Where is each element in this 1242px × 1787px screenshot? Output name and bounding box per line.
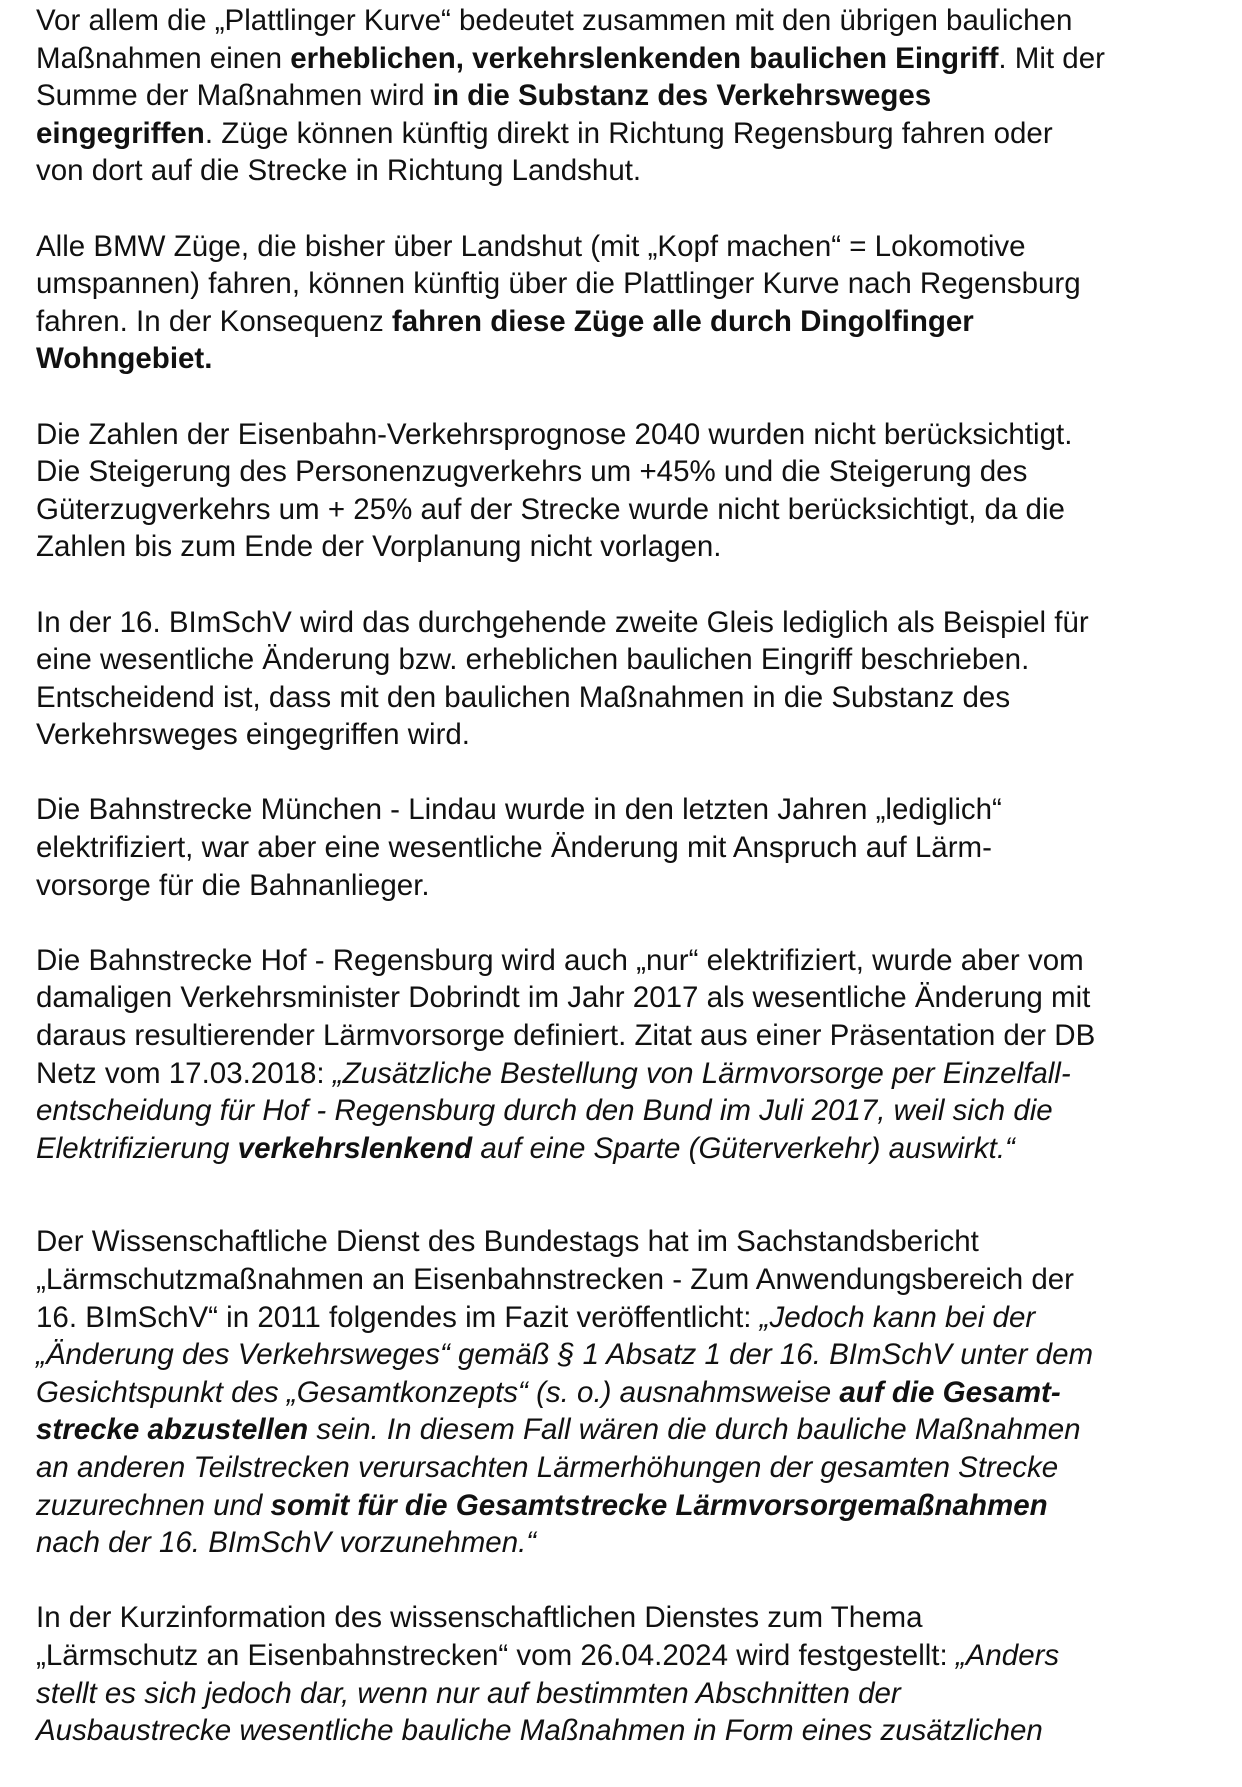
text-line	[36, 1130, 1226, 1168]
emphasis-text: somit für die Gesamtstrecke Lärmvorsorgemaßnahmen	[270, 1488, 1048, 1522]
quote-text: entscheidung für Hof - Regensburg durch den Bund im Juli 2017, weil sich die	[36, 1094, 1053, 1128]
text-line	[36, 1487, 1226, 1525]
body-text: damaligen Verkehrsminister Dobrindt im Jahr 2017 als wesentliche Änderung mit	[36, 981, 1091, 1015]
text-line	[36, 228, 1226, 266]
text-line	[36, 604, 1226, 642]
emphasis-text: strecke abzustellen	[36, 1413, 309, 1447]
text-line	[36, 791, 1226, 829]
emphasis-text: auf die Gesamt-	[839, 1375, 1061, 1409]
text-line	[36, 1017, 1226, 1055]
body-text: Die Bahnstrecke Hof - Regensburg wird auch „nur“ elektrifiziert, wurde aber vom	[36, 943, 1084, 977]
body-text: eine wesentliche Änderung bzw. erheblichen baulichen Eingriff beschrieben.	[36, 643, 1030, 677]
body-text: 16. BImSchV“ in 2011 folgendes im Fazit veröffentlicht:	[36, 1300, 760, 1334]
body-text: . Mit der	[998, 41, 1105, 75]
body-text: Die Bahnstrecke München - Lindau wurde in den letzten Jahren „lediglich“	[36, 793, 1002, 827]
body-text: Summe der Maßnahmen wird	[36, 79, 433, 113]
text-line	[36, 942, 1226, 980]
quote-text: nach der 16. BImSchV vorzunehmen.“	[36, 1526, 537, 1560]
body-text: von dort auf die Strecke in Richtung Landshut.	[36, 154, 642, 188]
body-text: „Lärmschutzmaßnahmen an Eisenbahnstrecken - Zum Anwendungsbereich der	[36, 1263, 1074, 1296]
text-line	[36, 1712, 1226, 1750]
body-text: fahren. In der Konsequenz	[36, 304, 392, 338]
paragraph	[36, 416, 1226, 566]
body-text: Netz vom 17.03.2018:	[36, 1056, 333, 1090]
document-page	[36, 2, 1226, 1787]
body-text: Entscheidend ist, dass mit den baulichen Maßnahmen in die Substanz des	[36, 680, 1011, 714]
text-line	[36, 1092, 1226, 1130]
text-line	[36, 115, 1226, 153]
paragraph	[36, 1223, 1226, 1561]
quote-text: „Anders	[955, 1638, 1060, 1672]
text-line	[36, 453, 1226, 491]
text-line	[36, 40, 1226, 78]
text-line	[36, 416, 1226, 454]
body-text: Die Steigerung des Personenzugverkehrs um +45% und die Steigerung des	[36, 455, 1028, 489]
paragraph	[36, 228, 1226, 378]
emphasis-text: eingegriffen	[36, 116, 205, 150]
text-line	[36, 1223, 1226, 1261]
text-line	[36, 265, 1226, 303]
body-text: In der Kurzinformation des wissenschaftlichen Dienstes zum Thema	[36, 1601, 923, 1635]
text-line	[36, 528, 1226, 566]
text-line	[36, 1524, 1226, 1562]
emphasis-text: in die Substanz des Verkehrsweges	[432, 79, 932, 113]
body-text: Vor allem die „Plattlinger Kurve“ bedeutet zusammen mit den übrigen baulichen	[36, 4, 1073, 37]
paragraph	[36, 942, 1226, 1168]
quote-text: „Änderung des Verkehrsweges“ gemäß § 1 Absatz 1 der 16. BImSchV unter dem	[36, 1338, 1094, 1372]
paragraph	[36, 604, 1226, 754]
body-text: „Lärmschutz an Eisenbahnstrecken“ vom 26.04.2024 wird festgestellt:	[36, 1638, 956, 1672]
emphasis-text: Wohngebiet.	[36, 342, 213, 376]
text-line	[36, 1055, 1226, 1093]
text-line	[36, 1449, 1226, 1487]
text-line	[36, 152, 1226, 190]
paragraph	[36, 2, 1226, 190]
text-line	[36, 829, 1226, 867]
body-text: In der 16. BImSchV wird das durchgehende zweite Gleis lediglich als Beispiel für	[36, 605, 1089, 639]
text-line	[36, 340, 1226, 378]
quote-text: „Zusätzliche Bestellung von Lärmvorsorge per Einzelfall-	[332, 1056, 1071, 1090]
quote-text: sein. In diesem Fall wären die durch bauliche Maßnahmen	[308, 1413, 1081, 1447]
body-text: Verkehrsweges eingegriffen wird.	[36, 718, 471, 752]
body-text: umspannen) fahren, können künftig über die Plattlinger Kurve nach Regensburg	[36, 267, 1081, 301]
paragraph	[36, 1599, 1226, 1749]
text-line	[36, 1374, 1226, 1412]
quote-text: auf eine Sparte (Güterverkehr) auswirkt.“	[472, 1131, 1015, 1165]
text-line	[36, 716, 1226, 754]
quote-text: Ausbaustrecke wesentliche bauliche Maßnahmen in Form eines zusätzlichen	[36, 1714, 1043, 1748]
text-line	[36, 491, 1226, 529]
paragraph	[36, 791, 1226, 904]
body-text: daraus resultierender Lärmvorsorge definiert. Zitat aus einer Präsentation der DB	[36, 1019, 1096, 1053]
body-text: Die Zahlen der Eisenbahn-Verkehrsprognose 2040 wurden nicht berücksichtigt.	[36, 417, 1073, 451]
quote-text: zuzurechnen und	[36, 1488, 271, 1522]
body-text: vorsorge für die Bahnanlieger.	[36, 868, 430, 902]
body-text: Zahlen bis zum Ende der Vorplanung nicht vorlagen.	[36, 530, 722, 564]
text-line	[36, 1637, 1226, 1675]
text-line	[36, 867, 1226, 905]
text-line	[36, 1336, 1226, 1374]
text-line	[36, 1261, 1226, 1299]
emphasis-text: verkehrslenkend	[237, 1131, 473, 1165]
quote-text: Elektrifizierung	[36, 1131, 238, 1165]
text-line	[36, 979, 1226, 1017]
body-text: Güterzugverkehrs um + 25% auf der Strecke wurde nicht berücksichtigt, da die	[36, 492, 1065, 526]
emphasis-text: erheblichen, verkehrslenkenden baulichen Eingriff	[290, 41, 999, 75]
emphasis-text: fahren diese Züge alle durch Dingolfinger	[391, 304, 974, 338]
quote-text: an anderen Teilstrecken verursachten Lärmerhöhungen der gesamten Strecke	[36, 1450, 1059, 1484]
text-line	[36, 679, 1226, 717]
quote-text: Gesichtspunkt des „Gesamtkonzepts“ (s. o.) ausnahmsweise	[36, 1375, 840, 1409]
text-line	[36, 1599, 1226, 1637]
text-line	[36, 303, 1226, 341]
text-line	[36, 1675, 1226, 1713]
quote-text: „Jedoch kann bei der	[759, 1300, 1036, 1334]
body-text: elektrifiziert, war aber eine wesentliche Änderung mit Anspruch auf Lärm-	[36, 831, 992, 865]
body-text: Der Wissenschaftliche Dienst des Bundestags hat im Sachstandsbericht	[36, 1225, 979, 1259]
text-line	[36, 641, 1226, 679]
body-text: Maßnahmen einen	[36, 41, 291, 75]
text-line	[36, 2, 1226, 40]
text-line	[36, 1411, 1226, 1449]
quote-text: stellt es sich jedoch dar, wenn nur auf bestimmten Abschnitten der	[36, 1676, 901, 1710]
text-line	[36, 1299, 1226, 1337]
body-text: . Züge können künftig direkt in Richtung Regensburg fahren oder	[204, 116, 1053, 150]
text-line	[36, 77, 1226, 115]
body-text: Alle BMW Züge, die bisher über Landshut (mit „Kopf machen“ = Lokomotive	[36, 229, 1026, 263]
